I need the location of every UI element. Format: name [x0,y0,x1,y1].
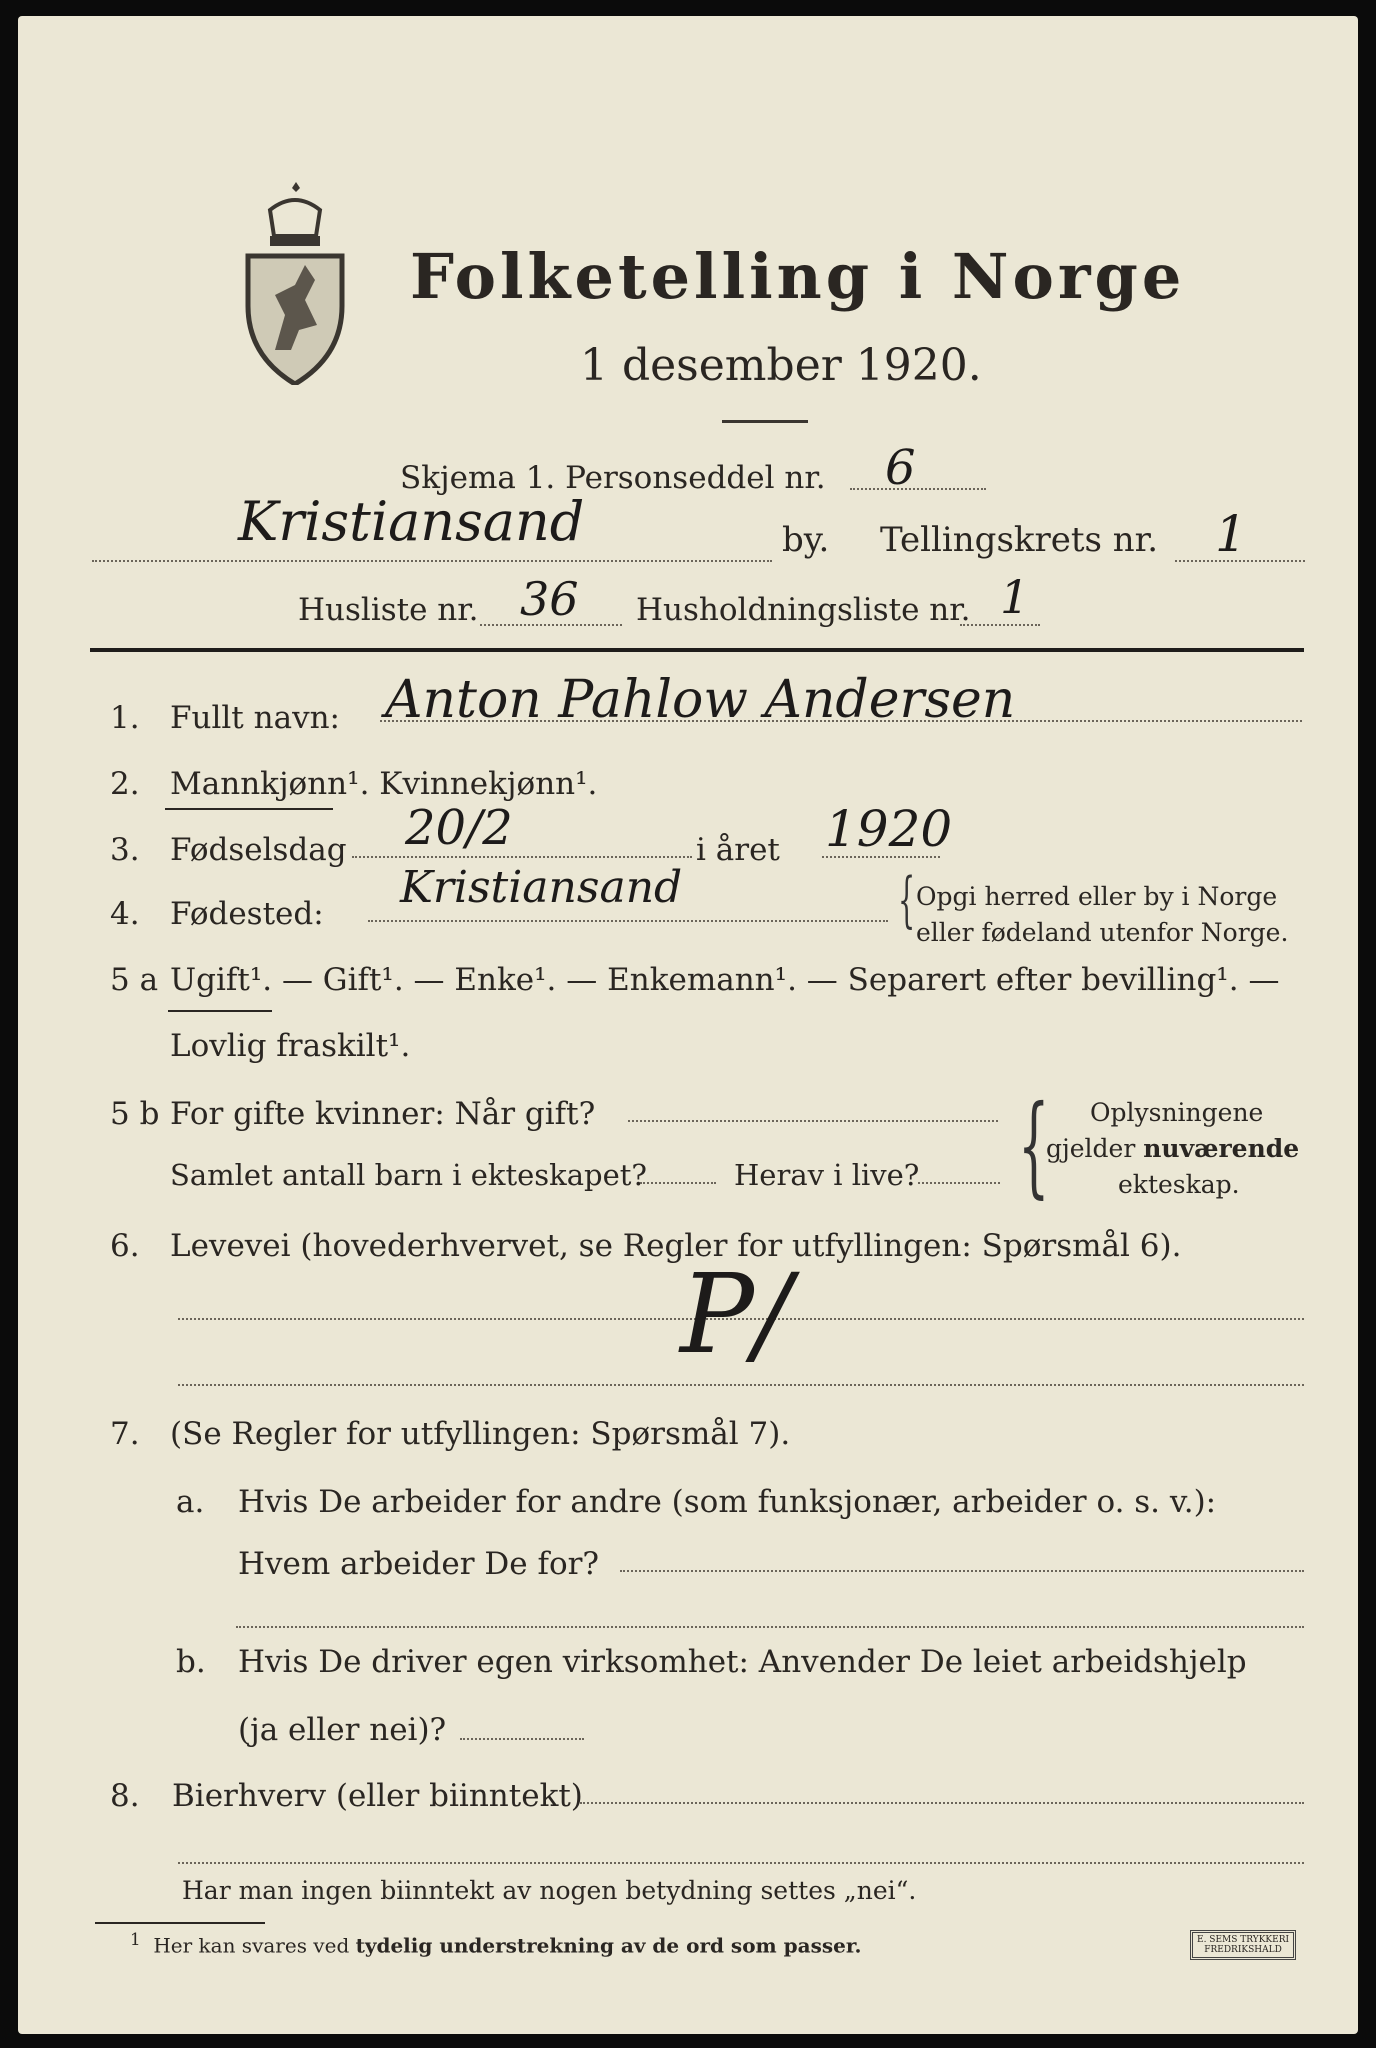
q7a-field-2 [236,1626,1304,1628]
coat-of-arms-icon [240,180,350,385]
q4-label: Fødested: [170,896,324,932]
footnote-rule [95,1922,265,1924]
q3-number: 3. [110,832,140,868]
husholdningsliste-value: 1 [1000,570,1030,624]
form-title: Folketelling i Norge [410,240,1186,313]
schema-label: Skjema 1. Personseddel nr. [400,460,826,496]
q5b-label-2: Samlet antall barn i ekteskapet? [170,1158,647,1192]
husholdningsliste-label: Husholdningsliste nr. [636,592,971,628]
q7b-letter: b. [176,1644,206,1680]
q5b-alive-field [918,1182,1000,1184]
q2-number: 2. [110,766,140,802]
q1-value: Anton Pahlow Andersen [385,670,1016,730]
q8-field-1 [580,1802,1304,1804]
q4-brace: { [898,865,916,935]
q5a-number: 5 a [110,962,159,998]
q7b-label: Hvis De driver egen virksomhet: Anvender De leiet arbeidshjelp [238,1644,1247,1680]
city-suffix: by. [782,520,830,560]
q7b-field [460,1738,584,1740]
header-divider [90,648,1304,652]
q5b-label-3: Herav i live? [734,1158,920,1192]
q5b-note-2a: gjelder [1046,1134,1144,1163]
footnote-text-2: tydelig understrekning av de ord som passer. [355,1933,862,1958]
title-rule [722,420,808,423]
q6-value: P/ [680,1250,792,1378]
footnote [130,1930,862,1958]
q3-label: Fødselsdag [170,832,347,868]
personseddel-field [850,488,986,490]
q6-field-2 [178,1384,1304,1386]
q7b-question: (ja eller nei)? [238,1712,447,1748]
footnote-mark: 1 [130,1930,141,1949]
q5b-when-field [628,1120,998,1122]
q3-year-value: 1920 [825,800,953,858]
q5b-label-1: For gifte kvinner: Når gift? [170,1096,596,1132]
q8-note: Har man ingen biinntekt av nogen betydning settes „nei“. [182,1876,917,1905]
q4-number: 4. [110,896,140,932]
husliste-value: 36 [520,572,579,626]
q4-field [368,920,888,922]
q4-note-2: eller fødeland utenfor Norge. [916,918,1289,947]
q3-year-label: i året [696,832,780,868]
q3-date-field [352,856,692,858]
tellingskrets-label: Tellingskrets nr. [880,520,1159,560]
q7-label: (Se Regler for utfyllingen: Spørsmål 7). [170,1416,791,1452]
q5a-options-2: Lovlig fraskilt¹. [170,1028,411,1064]
q5a-underline [168,1010,272,1012]
q7a-question: Hvem arbeider De for? [238,1546,600,1582]
q4-value: Kristiansand [400,862,683,913]
q8-field-2 [178,1862,1304,1864]
q4-note-1: Opgi herred eller by i Norge [916,882,1278,911]
q8-number: 8. [110,1778,140,1814]
census-form [18,16,1358,2034]
q5a-options: Ugift¹. — Gift¹. — Enke¹. — Enkemann¹. — Separert efter bevilling¹. — [170,962,1280,998]
printer-stamp-line-1: E. SEMS TRYKKERI [1197,1935,1290,1945]
personseddel-value: 6 [885,440,916,496]
form-date: 1 desember 1920. [580,340,982,391]
q5b-children-field [640,1182,716,1184]
q2-underline [165,808,333,810]
q6-label: Levevei (hovederhvervet, se Regler for utfyllingen: Spørsmål 6). [170,1228,1182,1264]
q7-number: 7. [110,1416,140,1452]
q5b-number: 5 b [110,1096,160,1132]
q8-label: Bierhverv (eller biinntekt) [172,1778,583,1814]
q1-label: Fullt navn: [170,700,340,736]
q7a-label: Hvis De arbeider for andre (som funksjonær, arbeider o. s. v.): [238,1484,1217,1520]
printer-stamp-line-2: FREDRIKSHALD [1204,1945,1282,1955]
city-value: Kristiansand [238,490,585,553]
q6-number: 6. [110,1228,140,1264]
printer-stamp [1190,1930,1296,1960]
q5b-brace: { [1018,1081,1050,1209]
tellingskrets-value: 1 [1215,505,1247,563]
q5b-note-2 [1046,1134,1299,1163]
q1-number: 1. [110,700,140,736]
q7a-field-1 [620,1570,1304,1572]
q5b-note-3: ekteskap. [1118,1170,1240,1199]
city-field [92,560,772,562]
footnote-text-1: Her kan svares ved [153,1933,356,1958]
q3-date-value: 20/2 [405,800,513,856]
husliste-label: Husliste nr. [298,592,479,628]
husholdningsliste-field [960,624,1040,626]
q7a-letter: a. [176,1484,205,1520]
q5b-note-1: Oplysningene [1090,1098,1264,1127]
q5b-note-2b: nuværende [1143,1134,1300,1163]
q2-label: Mannkjønn¹. Kvinnekjønn¹. [170,766,598,802]
